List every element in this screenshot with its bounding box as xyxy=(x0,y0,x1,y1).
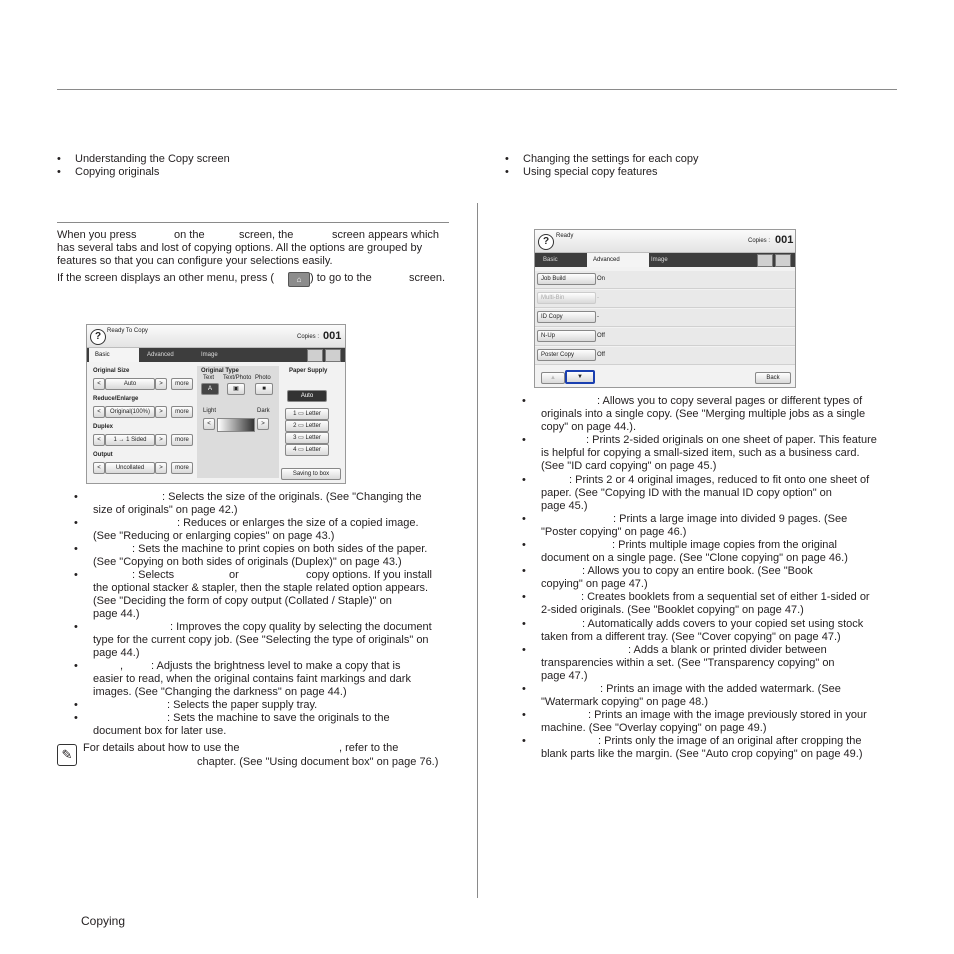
tray-3-button[interactable]: 3 ▭ Letter xyxy=(285,432,329,444)
feature-description: copying" on page 47.) xyxy=(541,578,648,590)
tray-1-button[interactable]: 1 ▭ Letter xyxy=(285,408,329,420)
feature-description: : Prints an image with the added watermark. (See xyxy=(600,683,841,695)
tab-image[interactable]: Image xyxy=(201,352,218,358)
duplex-value[interactable]: 1 → 1 Sided xyxy=(105,434,155,446)
type-darkness-panel: Original Type Text Text/Photo Photo A ▣ ■ Light Dark < > xyxy=(197,366,279,478)
home-icon: ⌂ xyxy=(288,272,310,287)
footer-section-name: Copying xyxy=(81,914,126,928)
job-build-row: Job Build On xyxy=(535,271,795,289)
n-up-row: N-Up Off xyxy=(535,328,795,346)
poster-copy-row: Poster Copy Off xyxy=(535,347,795,365)
feature-description: 2-sided originals. (See "Booklet copying" on page 47.) xyxy=(541,604,804,616)
bullet-marker: • xyxy=(522,513,526,525)
bullet-marker: • xyxy=(522,565,526,577)
output-value[interactable]: Uncollated xyxy=(105,462,155,474)
tray-4-button[interactable]: 4 ▭ Letter xyxy=(285,444,329,456)
id-copy-button[interactable]: ID Copy xyxy=(537,311,596,323)
output-more-button[interactable]: more xyxy=(171,462,193,474)
darkness-darker-button[interactable]: > xyxy=(257,418,269,430)
feature-description: : Prints multiple image copies from the original xyxy=(612,539,837,551)
help-icon[interactable]: ? xyxy=(538,234,554,250)
feature-description: document on a single page. (See "Clone copying" on page 46.) xyxy=(541,552,848,564)
darkness-slider[interactable] xyxy=(217,418,255,432)
feature-description: : Prints 2 or 4 original images, reduced to fit onto one sheet of xyxy=(569,474,870,486)
options-panel: Original Size < Auto > more Reduce/Enlarge < Original(100%) > more Duplex < 1 → 1 Sided > more Output < Uncollated > more xyxy=(91,366,195,478)
feature-description: paper. (See "Copying ID with the manual ID copy option" on xyxy=(541,487,832,499)
bullet-marker: • xyxy=(522,644,526,656)
duplex-next-button[interactable]: > xyxy=(155,434,167,446)
tab-bar xyxy=(535,253,795,267)
type-photo-button[interactable]: ■ xyxy=(255,383,273,395)
tab-image[interactable]: Image xyxy=(651,257,668,263)
feature-description: : Automatically adds covers to your copied set using stock xyxy=(582,618,864,630)
id-copy-row: ID Copy - xyxy=(535,309,795,327)
type-text-button[interactable]: A xyxy=(201,383,219,395)
note-text: For details about how to use the xyxy=(83,742,240,754)
feature-description: page 47.) xyxy=(541,670,588,682)
feature-description: : Adds a blank or printed divider between xyxy=(628,644,827,656)
size-prev-button[interactable]: < xyxy=(93,378,105,390)
feature-description: machine. (See "Overlay copying" on page 49.) xyxy=(541,722,767,734)
multi-bin-button[interactable]: Multi-Bin xyxy=(537,292,596,304)
bullet-marker: • xyxy=(522,618,526,630)
bullet-marker: • xyxy=(522,474,526,486)
feature-description: blank parts like the margin. (See "Auto crop copying" on page 49.) xyxy=(541,748,863,760)
paper-auto-button[interactable]: Auto xyxy=(287,390,327,402)
n-up-button[interactable]: N-Up xyxy=(537,330,596,342)
feature-description: : Prints only the image of an original after cropping the xyxy=(598,735,862,747)
header-rule xyxy=(57,89,897,90)
home-icon[interactable] xyxy=(325,349,341,362)
saving-to-box-button[interactable]: Saving to box xyxy=(281,468,341,480)
column-divider xyxy=(477,203,478,898)
bullet-marker: • xyxy=(522,591,526,603)
tab-basic[interactable]: Basic xyxy=(543,257,558,263)
job-build-button[interactable]: Job Build xyxy=(537,273,596,285)
feature-description: page 45.) xyxy=(541,500,588,512)
feature-description: is helpful for copying a small-sized item, such as a business card. xyxy=(541,447,860,459)
feature-description: taken from a different tray. (See "Cover copying" on page 47.) xyxy=(541,631,841,643)
feature-description: : Prints 2-sided originals on one sheet of paper. This feature xyxy=(586,434,877,446)
advanced-tab-screenshot xyxy=(534,229,796,388)
bullet-marker: • xyxy=(522,735,526,747)
job-status-icon[interactable] xyxy=(307,349,323,362)
scroll-down-button[interactable]: ▼ xyxy=(565,370,595,384)
paper-supply-panel: Paper Supply Auto 1 ▭ Letter 2 ▭ Letter 3 ▭ Letter 4 ▭ Letter Saving to box xyxy=(281,366,343,482)
status-bar: ? Ready Copies : 001 xyxy=(535,230,795,253)
reduce-next-button[interactable]: > xyxy=(155,406,167,418)
feature-description: originals into a single copy. (See "Merging multiple jobs as a single xyxy=(541,408,866,420)
help-icon[interactable]: ? xyxy=(90,329,106,345)
type-textphoto-button[interactable]: ▣ xyxy=(227,383,245,395)
scroll-up-button[interactable]: ▲ xyxy=(541,372,565,384)
back-button[interactable]: Back xyxy=(755,372,791,384)
feature-description: copy" on page 44.). xyxy=(541,421,637,433)
darkness-lighter-button[interactable]: < xyxy=(203,418,215,430)
status-bar: ? Ready To Copy Copies : 001 xyxy=(87,325,345,348)
tray-2-button[interactable]: 2 ▭ Letter xyxy=(285,420,329,432)
feature-description: : Creates booklets from a sequential set of either 1-sided or xyxy=(581,591,870,603)
feature-description: : Allows you to copy an entire book. (See "Book xyxy=(582,565,813,577)
tab-basic[interactable]: Basic xyxy=(89,348,139,362)
note-icon: ✎ xyxy=(57,744,77,766)
section-rule xyxy=(57,222,449,223)
poster-copy-button[interactable]: Poster Copy xyxy=(537,349,596,361)
basic-tab-screenshot xyxy=(86,324,346,484)
home-icon[interactable] xyxy=(775,254,791,267)
reduce-prev-button[interactable]: < xyxy=(93,406,105,418)
feature-description: transparencies within a set. (See "Transparency copying" on xyxy=(541,657,835,669)
duplex-prev-button[interactable]: < xyxy=(93,434,105,446)
bullet-marker: • xyxy=(522,709,526,721)
reduce-more-button[interactable]: more xyxy=(171,406,193,418)
feature-description: "Watermark copying" on page 48.) xyxy=(541,696,708,708)
tab-bar xyxy=(87,348,345,362)
multi-bin-row: Multi-Bin - xyxy=(535,290,795,308)
output-next-button[interactable]: > xyxy=(155,462,167,474)
bullet-marker: • xyxy=(522,434,526,446)
feature-description: : Prints an image with the image previously stored in your xyxy=(588,709,867,721)
bullet-marker: • xyxy=(522,683,526,695)
size-next-button[interactable]: > xyxy=(155,378,167,390)
bullet-marker: • xyxy=(522,539,526,551)
feature-description: "Poster copying" on page 46.) xyxy=(541,526,687,538)
tab-advanced[interactable]: Advanced xyxy=(147,352,174,358)
job-status-icon[interactable] xyxy=(757,254,773,267)
reduce-value[interactable]: Original(100%) xyxy=(105,406,155,418)
output-prev-button[interactable]: < xyxy=(93,462,105,474)
tab-advanced[interactable]: Advanced xyxy=(587,253,649,267)
feature-description: (See "ID card copying" on page 45.) xyxy=(541,460,717,472)
size-more-button[interactable]: more xyxy=(171,378,193,390)
feature-description: : Prints a large image into divided 9 pages. (See xyxy=(613,513,848,525)
size-value[interactable]: Auto xyxy=(105,378,155,390)
feature-description: : Allows you to copy several pages or different types of xyxy=(597,395,863,407)
bullet-marker: • xyxy=(522,395,526,407)
duplex-more-button[interactable]: more xyxy=(171,434,193,446)
